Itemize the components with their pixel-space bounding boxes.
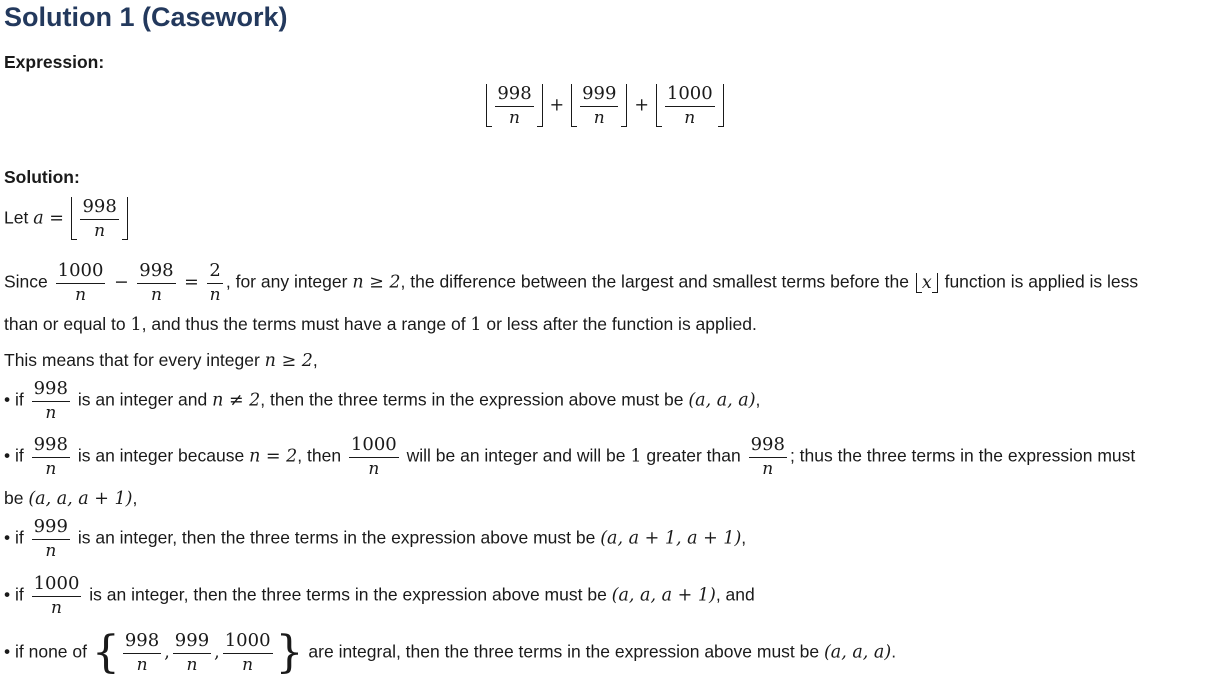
bullet-5: • if none of { $\frac{998}{n}$ , $\frac{999}{n}$ , $\frac{1000}{n}$ } are integral, then the three terms in the expression above must be (a, a, a).: [4, 627, 897, 678]
solution-label: Solution:: [4, 167, 80, 187]
floor-term-2: $\frac{999}{n}$: [571, 84, 627, 127]
bullet-2: • if $\frac{998}{n}$ is an integer because n = 2, then $\frac{1000}{n}$ will be an integer and will be 1 greater than $\frac{998}{n}$ ; thus the three terms in the expression must: [4, 434, 1136, 479]
bullet-2-line-2: be (a, a, a + 1),: [4, 488, 138, 509]
since-line-2: than or equal to 1, and thus the terms must have a range of 1 or less after the function is applied.: [4, 314, 757, 335]
main-expression: $\frac{998}{n}$ + $\frac{999}{n}$ + $\frac{1000}{n}$: [0, 84, 1210, 127]
since-line: Since $\frac{1000}{n}$ − $\frac{998}{n}$ = $\frac{2}{n}$ , for any integer n ≥ 2, the difference between the largest and smallest terms before the x function is applied is less: [4, 260, 1139, 305]
bullet-4: • if $\frac{1000}{n}$ is an integer, then the three terms in the expression above must be (a, a, a + 1), and: [4, 573, 755, 618]
floor-term-3: $\frac{1000}{n}$: [656, 84, 724, 127]
let-line: Let a = $\frac{998}{n}$: [4, 197, 130, 240]
floor-term-1: $\frac{998}{n}$: [486, 84, 542, 127]
expression-label: Expression:: [4, 52, 105, 72]
bullet-3: • if $\frac{999}{n}$ is an integer, then the three terms in the expression above must be (a, a + 1, a + 1),: [4, 516, 747, 561]
section-title: Solution 1 (Casework): [4, 2, 288, 32]
means-line: This means that for every integer n ≥ 2,: [4, 350, 318, 371]
bullet-1: • if $\frac{998}{n}$ is an integer and n ≠ 2, then the three terms in the expression above must be (a, a, a),: [4, 378, 761, 423]
